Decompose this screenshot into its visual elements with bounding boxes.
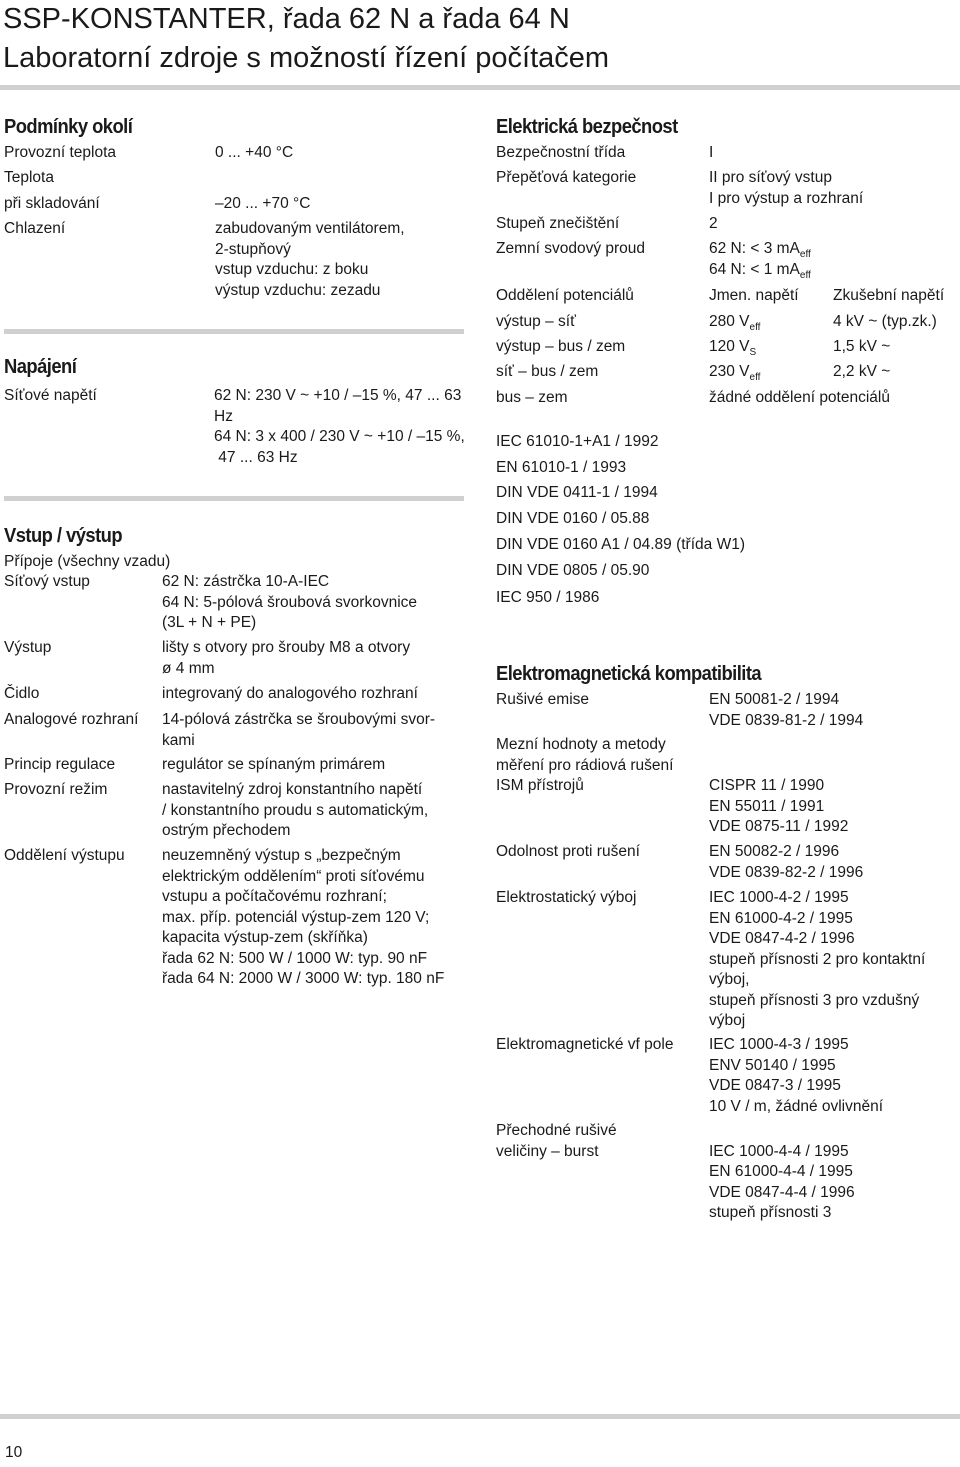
row-label: Mezní hodnoty a metody [496,736,666,753]
cell-rated: 280 V [709,313,750,330]
row-label: Elektromagnetické vf pole [496,1036,674,1053]
title-line-2: Laboratorní zdroje s možností řízení počítačem [3,42,610,74]
row-value: 14-pólová zástrčka se šroubovými svor- [162,711,436,728]
column-header: Jmen. napětí [709,287,799,304]
row-value: EN 50082-2 / 1996 [709,843,840,860]
io-heading: Vstup / výstup [4,525,123,547]
row-value: stupeň přísnosti 3 pro vzdušný [709,991,920,1009]
row-value: vstup vzduchu: z boku [215,261,369,278]
list-item: DIN VDE 0805 / 05.90 [496,561,650,579]
row-value: 47 ... 63 Hz [214,448,298,466]
row-value: 64 N: < 1 mA [709,260,800,278]
row-value: max. příp. potenciál výstup-zem 120 V; [162,908,430,926]
row-value: integrovaný do analogového rozhraní [162,685,418,702]
row-label: Výstup [4,639,52,656]
row-label: Chlazení [4,220,66,237]
row-label: veličiny – burst [496,1142,599,1160]
row-label: Čidlo [4,685,40,702]
row-value: EN 55011 / 1991 [709,797,825,815]
row-value: 2 [709,215,718,232]
row-value: výboj, [709,971,750,988]
row-value: IEC 1000-4-2 / 1995 [709,889,849,906]
row-label: měření pro rádiová rušení [496,756,674,774]
row-value [709,1121,855,1142]
row-value: 64 N: 3 x 400 / 230 V ~ +10 / –15 %, [214,428,465,445]
row-value: IEC 1000-4-4 / 1995 [709,1142,849,1160]
row-label: Rušivé emise [496,691,590,708]
row-value: ostrým přechodem [162,822,291,839]
row-label: Provozní režim [4,781,108,798]
row-label: ISM přístrojů [496,777,584,794]
subscript: S [749,347,757,358]
column-header: Zkušební napětí [833,287,945,304]
row-value: EN 61000-4-2 / 1995 [709,909,853,927]
footer-divider [0,1414,960,1419]
header-divider [0,85,960,90]
emc-heading: Elektromagnetická kompatibilita [496,663,762,685]
row-label: Stupeň znečištění [496,215,620,232]
row-label: Oddělení výstupu [4,847,125,864]
row-value: 62 N: < 3 mA [709,240,800,257]
row-value: 64 N: 5-pólová šroubová svorkovnice [162,593,418,611]
ambient-heading: Podmínky okolí [4,116,133,138]
cell-test: 2,2 kV ~ [833,363,891,380]
subscript: eff [749,372,761,383]
row-value: CISPR 11 / 1990 [709,777,825,794]
cell-rated: 120 V [709,338,750,355]
row-label: Zemní svodový proud [496,240,646,257]
list-item: EN 61010-1 / 1993 [496,458,627,476]
row-label: při skladování [4,195,100,212]
title-line-1: SSP-KONSTANTER, řada 62 N a řada 64 N [3,3,570,35]
cell-path: výstup – bus / zem [496,338,626,355]
section-divider [4,496,464,501]
list-item: IEC 61010-1+A1 / 1992 [496,433,659,450]
row-label: Přechodné rušivé [496,1122,617,1139]
row-value: VDE 0847-3 / 1995 [709,1077,841,1094]
cell-test: 1,5 kV ~ [833,338,891,355]
row-value: lišty s otvory pro šrouby M8 a otvory [162,639,411,656]
row-value: 0 ... +40 °C [215,144,294,161]
row-value: neuzemněný výstup s „bezpečným [162,847,401,864]
row-value: (3L + N + PE) [162,614,257,631]
row-value: Hz [214,407,233,425]
row-value: I pro výstup a rozhraní [709,189,864,207]
page-title [3,0,609,78]
row-value: II pro síťový vstup [709,169,832,186]
row-label: Elektrostatický výboj [496,889,637,906]
standards-list [496,429,956,611]
row-value: VDE 0847-4-4 / 1996 [709,1183,855,1201]
row-value: ø 4 mm [162,659,215,677]
subscript: eff [799,249,811,260]
row-label: Provozní teplota [4,144,117,161]
cell-path: bus – zem [496,389,568,406]
row-value: vstupu a počítačovému rozhraní; [162,888,387,905]
row-value: 62 N: 230 V ~ +10 / –15 %, 47 ... 63 [214,387,462,404]
row-label: Bezpečnostní třída [496,144,626,161]
row-value: kami [162,731,195,749]
row-value: ENV 50140 / 1995 [709,1056,836,1074]
row-value: / konstantního proudu s automatickým, [162,801,429,819]
safety-heading: Elektrická bezpečnost [496,116,678,138]
io-subheading: Přípoje (všechny vzadu) [4,553,171,570]
list-item: IEC 950 / 1986 [496,589,600,607]
row-value: I [709,144,714,161]
row-value: zabudovaným ventilátorem, [215,220,405,237]
cell-rated: 230 V [709,363,750,380]
row-label: Analogové rozhraní [4,711,139,728]
row-value: stupeň přísnosti 3 [709,1204,832,1221]
row-value: řada 62 N: 500 W / 1000 W: typ. 90 nF [162,949,428,967]
row-label: Síťový vstup [4,573,90,590]
subscript: eff [749,322,761,333]
row-value: VDE 0839-82-2 / 1996 [709,863,864,881]
row-value: elektrickým oddělením“ proti síťovému [162,867,425,885]
row-label: Přepěťová kategorie [496,169,637,186]
row-value: nastavitelný zdroj konstantního napětí [162,781,423,798]
row-label: Teplota [4,169,54,186]
row-value: 62 N: zástrčka 10-A-IEC [162,573,330,590]
subscript: eff [799,269,811,281]
row-label: Odolnost proti rušení [496,843,640,860]
cell-path: síť – bus / zem [496,363,599,380]
section-divider [4,329,464,334]
row-value: EN 50081-2 / 1994 [709,691,840,708]
row-value: kapacita výstup-zem (skříňka) [162,929,368,946]
page-number: 10 [5,1444,23,1461]
list-item: DIN VDE 0160 A1 / 04.89 (třída W1) [496,535,745,553]
row-value: EN 61000-4-4 / 1995 [709,1163,853,1180]
cell-test: 4 kV ~ (typ.zk.) [833,313,937,330]
row-value: VDE 0875-11 / 1992 [709,818,849,835]
row-value: výstup vzduchu: zezadu [215,281,381,299]
row-value: IEC 1000-4-3 / 1995 [709,1036,849,1053]
row-value: –20 ... +70 °C [215,195,311,212]
row-value: řada 64 N: 2000 W / 3000 W: typ. 180 nF [162,970,445,987]
row-label: Síťové napětí [4,387,97,404]
row-label: Princip regulace [4,756,116,773]
power-heading: Napájení [4,356,77,378]
row-value: VDE 0839-81-2 / 1994 [709,711,864,729]
column-header: Oddělení potenciálů [496,287,634,304]
row-value: stupeň přísnosti 2 pro kontaktní [709,950,926,968]
row-value: 10 V / m, žádné ovlivnění [709,1097,884,1115]
list-item: DIN VDE 0160 / 05.88 [496,510,650,528]
cell-rated: žádné oddělení potenciálů [709,389,890,406]
cell-path: výstup – síť [496,313,576,330]
list-item: DIN VDE 0411-1 / 1994 [496,484,658,502]
row-value: VDE 0847-4-2 / 1996 [709,930,855,947]
row-value: 2-stupňový [215,240,291,258]
row-value: regulátor se spínaným primárem [162,756,386,773]
row-value: výboj [709,1012,746,1029]
